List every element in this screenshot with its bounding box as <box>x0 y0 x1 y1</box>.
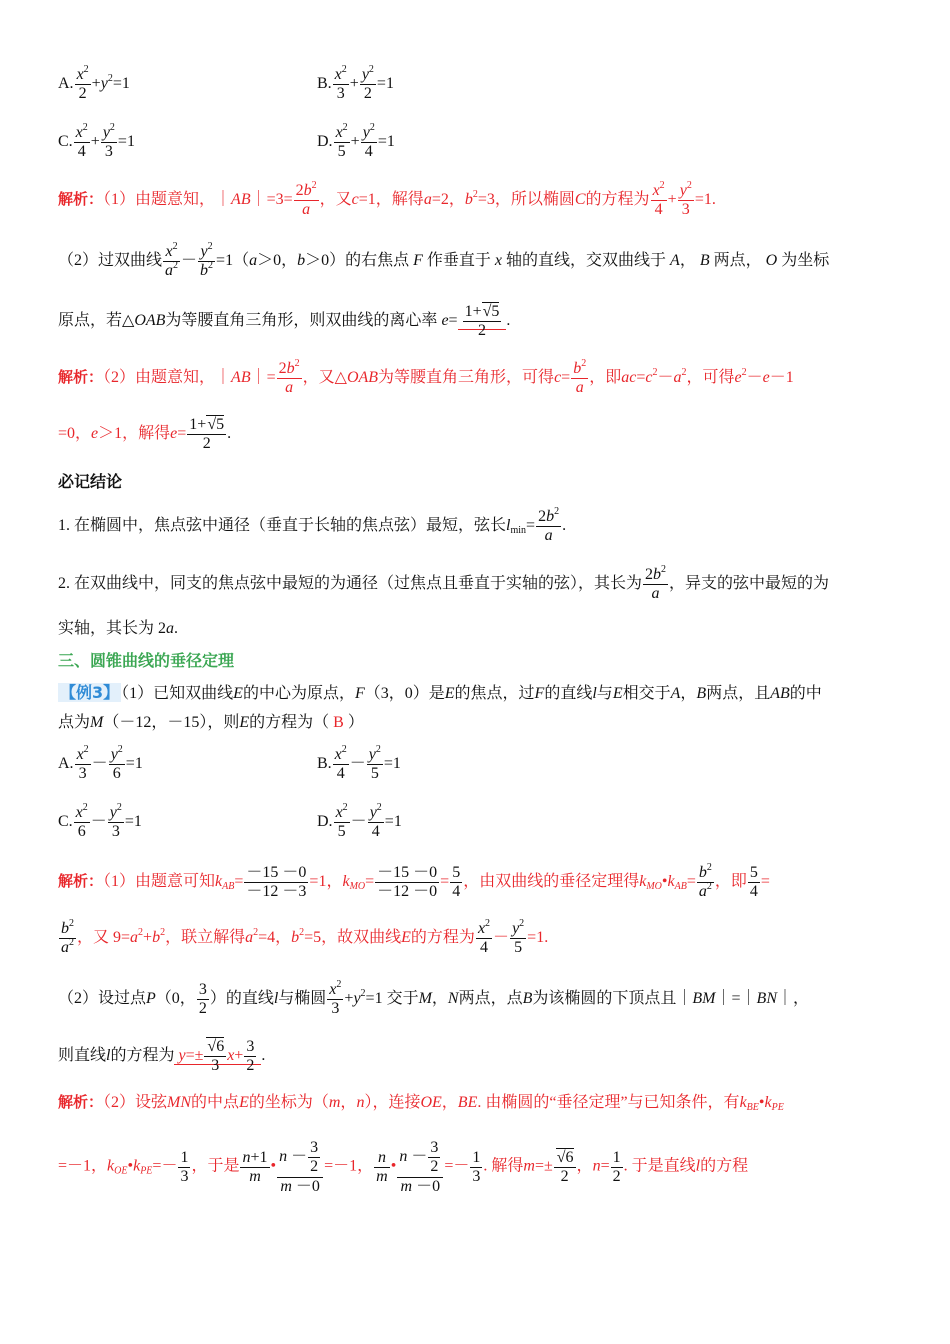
solution-3-1-line2: $\frac{b^2}{a^2}$ ，又 $9=a^2+b^2$，联立解得$a^2=4$，$b^2=5$，故双曲线E的方程为 $\frac{x^2}{4}$ － $\frac{y^2}{5}$ =1. <box>61 918 549 956</box>
question-2-2: （2）过双曲线 $\frac{x^2}{a^2}$ － $\frac{y^2}{b^2}$ =1（a＞0，b＞0）的右焦点 F 作垂直于 x 轴的直线，交双曲线于 A， B 两点， O 为坐标 <box>58 241 830 279</box>
option-b-ex3[interactable]: B. $\frac{x^2}{4}$ － $\frac{y^2}{5}$ =1 <box>317 744 401 782</box>
option-row-ab <box>58 66 892 103</box>
conclusion-2: 2. 在双曲线中，同支的焦点弦中最短的为通径（过焦点且垂直于实轴的弦），其长为 $\frac{2b^2}{a}$ ，异支的弦中最短的为 <box>58 564 830 602</box>
example-3-tag: 【例3】 <box>60 683 120 702</box>
answer-choice: B <box>333 714 344 731</box>
option-row-ab-ex3 <box>58 746 892 783</box>
example-3-question: 【例3】 （1）已知双曲线E的中心为原点，F（3，0）是E的焦点，过F的直线l与E相交于A，B两点，且AB的中 <box>60 683 822 702</box>
option-a-ex3[interactable]: A. $\frac{x^2}{3}$ － $\frac{y^2}{6}$ =1 <box>58 744 143 782</box>
option-c[interactable]: C. $\frac{x^2}{4}$ + $\frac{y^2}{3}$ =1 <box>58 122 135 160</box>
option-b[interactable]: B. $\frac{x^2}{3}$ + $\frac{y^2}{2}$ =1 <box>317 64 394 102</box>
question-2-2-line2: 原点，若△OAB为等腰直角三角形，则双曲线的离心率 e= $\frac{1+√5}{2}$ . <box>58 303 511 339</box>
option-c-ex3[interactable]: C. $\frac{x^2}{6}$ － $\frac{y^2}{3}$ =1 <box>58 802 142 840</box>
answer-blank-e[interactable]: $\frac{1+√5}{2}$ <box>458 312 507 330</box>
conclusions-title: 必记结论 <box>58 472 123 491</box>
solution-2-2: 解析：（2）由题意知，｜AB｜= $\frac{2b^2}{a}$ ，又△OAB为等腰直角三角形，可得c= $\frac{b^2}{a}$ ，即$ac=c^2-a^2$，可得$e^2-e-1$ <box>58 358 794 396</box>
section-3-title: 三、圆锥曲线的垂径定理 <box>58 651 235 670</box>
solution-3-1: 解析：（1）由题意可知$k_{AB}=$ $\frac{-15 -0}{-12 -3}$ =1，$k_{MO}=$ $\frac{-15 -0}{-12 -0}$ = $\frac{5}{4}$ ，由双曲线的垂径定理得$k_{MO}•k_{AB}=$ $\frac{b^2}{a^2}$ ，即 $\frac{5}{4}$ = <box>58 862 770 900</box>
conclusion-1: 1. 在椭圆中，焦点弦中通径（垂直于长轴的焦点弦）最短，弦长$l_{min}=$ $\frac{2b^2}{a}$ . <box>58 506 567 544</box>
question-3-2-line2: 则直线l的方程为 y=± $\frac{√6}{3}$ x+ $\frac{3}{2}$ . <box>58 1038 266 1074</box>
option-d-ex3[interactable]: D. $\frac{x^2}{5}$ － $\frac{y^2}{4}$ =1 <box>317 802 402 840</box>
solution-3-2-line2: =－1，$k_{OE}•k_{PE}=-$ $\frac{1}{3}$ ，于是 $\frac{n+1}{m}$ • n － $\frac{3}{2}$ m －0 =－1， $\frac{n}{m}$ • n － $\frac{3}{2}$ m －0 =－ $\frac{1}{3}$ . 解得m=± $\frac{√6}{2}$ ，n= $\frac{1}{2}$ . 于是直线l的方程 <box>58 1139 749 1195</box>
question-3-2: （2）设过点P（0， $\frac{3}{2}$ ）的直线l与椭圆 $\frac{x^2}{3}$ $+y^2=1$ 交于M，N两点，点B为该椭圆的下顶点且｜BM｜=｜BN｜， <box>58 979 810 1017</box>
solution-2-2-line2: =0，e＞1，解得e= $\frac{1+√5}{2}$ . <box>58 416 232 452</box>
example-3-question-line2: 点为M（－12，－15），则E的方程为（ B ） <box>58 714 364 731</box>
solution-2-1: 解析：（1）由题意知，｜AB｜=3= $\frac{2b^2}{a}$ ，又c=1，解得a=2，$b^2=3$，所以椭圆C的方程为 $\frac{x^2}{4}$ + $\frac{y^2}{3}$ =1. <box>58 180 716 218</box>
option-d[interactable]: D. $\frac{x^2}{5}$ + $\frac{y^2}{4}$ =1 <box>317 122 395 160</box>
option-row-cd-ex3 <box>58 804 892 841</box>
answer-blank-line[interactable]: y=± $\frac{√6}{3}$ x+ $\frac{3}{2}$ <box>174 1047 261 1065</box>
conclusion-2-line2: 实轴，其长为 2a. <box>58 620 179 637</box>
option-row-cd <box>58 124 892 161</box>
option-a[interactable]: A. $\frac{x^2}{2}$ $+y^2=1$ <box>58 64 130 102</box>
solution-3-2: 解析：（2）设弦MN的中点E的坐标为（m，n），连接OE，BE. 由椭圆的“垂径定理”与已知条件，有$k_{BE}•k_{PE}$ <box>58 1093 784 1113</box>
